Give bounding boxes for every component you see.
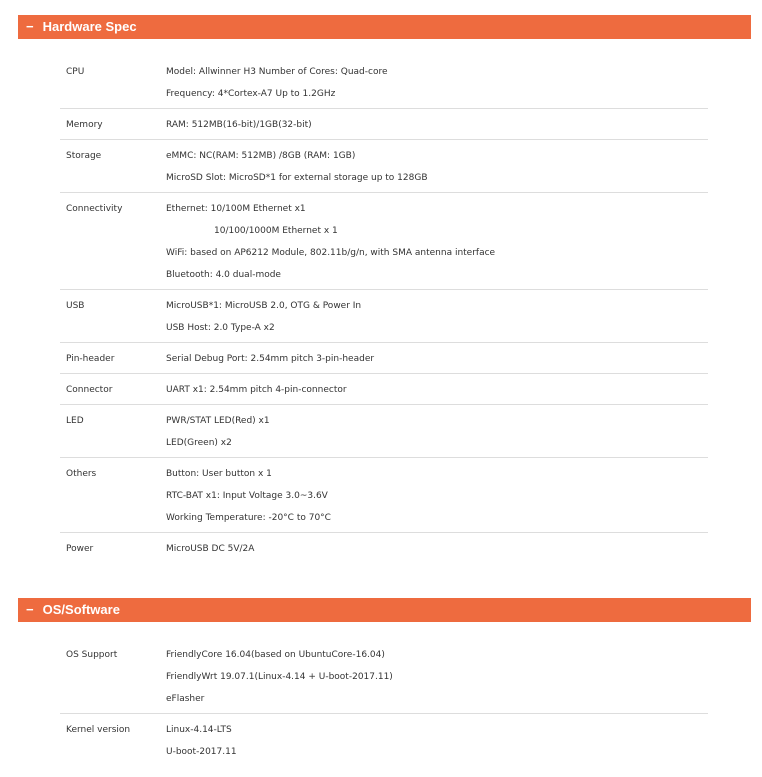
spec-row-led — [60, 405, 708, 458]
spec-value: FriendlyCore 16.04(based on UbuntuCore-16.04) — [166, 650, 385, 660]
spec-value: Button: User button x 1 — [166, 469, 272, 479]
spec-row-usb — [60, 290, 708, 343]
spec-label: Connector — [66, 385, 113, 395]
spec-label: Pin-header — [66, 354, 115, 364]
spec-value: MicroUSB*1: MicroUSB 2.0, OTG & Power In — [166, 301, 362, 311]
spec-label: CPU — [66, 67, 85, 77]
spec-value: Ethernet: 10/100M Ethernet x1 — [166, 204, 306, 214]
spec-value: PWR/STAT LED(Red) x1 — [166, 416, 270, 426]
spec-value: USB Host: 2.0 Type-A x2 — [166, 323, 275, 333]
spec-row-pin-header — [60, 343, 708, 374]
spec-label: Kernel version — [66, 725, 131, 735]
spec-value: eMMC: NC(RAM: 512MB) /8GB (RAM: 1GB) — [166, 151, 356, 161]
spec-value: MicroUSB DC 5V/2A — [166, 544, 255, 554]
spec-value: RTC-BAT x1: Input Voltage 3.0~3.6V — [166, 491, 328, 501]
spec-row-memory — [60, 109, 708, 140]
collapse-icon[interactable]: − — [26, 19, 34, 34]
spec-value: Serial Debug Port: 2.54mm pitch 3-pin-header — [166, 354, 375, 364]
spec-label: OS Support — [66, 650, 118, 660]
collapse-icon[interactable]: − — [26, 602, 34, 617]
spec-value: WiFi: based on AP6212 Module, 802.11b/g/n, with SMA antenna interface — [166, 248, 496, 258]
spec-value: eFlasher — [166, 694, 205, 704]
spec-value: Model: Allwinner H3 Number of Cores: Quad-core — [166, 67, 388, 77]
spec-row-connector — [60, 374, 708, 405]
spec-row-os-support — [60, 639, 708, 714]
section-title: Hardware Spec — [42, 19, 137, 34]
spec-row-cpu — [60, 56, 708, 109]
spec-value: LED(Green) x2 — [166, 438, 232, 448]
spec-row-others — [60, 458, 708, 533]
spec-row-connectivity — [60, 193, 708, 290]
spec-value: Bluetooth: 4.0 dual-mode — [166, 270, 281, 280]
spec-value: 10/100/1000M Ethernet x 1 — [214, 226, 338, 236]
spec-label: Storage — [66, 151, 102, 161]
os-software-table — [60, 639, 708, 766]
spec-value: UART x1: 2.54mm pitch 4-pin-connector — [166, 385, 347, 395]
section-title: OS/Software — [42, 602, 120, 617]
spec-value: Linux-4.14-LTS — [166, 725, 232, 735]
spec-row-power — [60, 533, 708, 563]
spec-label: USB — [66, 301, 85, 311]
spec-value: Frequency: 4*Cortex-A7 Up to 1.2GHz — [166, 89, 336, 99]
spec-value: FriendlyWrt 19.07.1(Linux-4.14 + U-boot-2017.11) — [166, 672, 393, 682]
spec-label: LED — [66, 416, 84, 426]
hardware-spec-header[interactable] — [18, 15, 751, 39]
spec-value: Working Temperature: -20°C to 70°C — [166, 513, 331, 523]
spec-label: Others — [66, 469, 97, 479]
spec-value: MicroSD Slot: MicroSD*1 for external storage up to 128GB — [166, 173, 428, 183]
spec-label: Power — [66, 544, 94, 554]
spec-row-storage — [60, 140, 708, 193]
hardware-spec-table — [60, 56, 708, 563]
os-software-header[interactable] — [18, 598, 751, 622]
spec-label: Memory — [66, 120, 103, 130]
spec-label: Connectivity — [66, 204, 123, 214]
spec-value: U-boot-2017.11 — [166, 747, 237, 757]
spec-value: RAM: 512MB(16-bit)/1GB(32-bit) — [166, 120, 312, 130]
spec-row-kernel-version — [60, 714, 708, 766]
